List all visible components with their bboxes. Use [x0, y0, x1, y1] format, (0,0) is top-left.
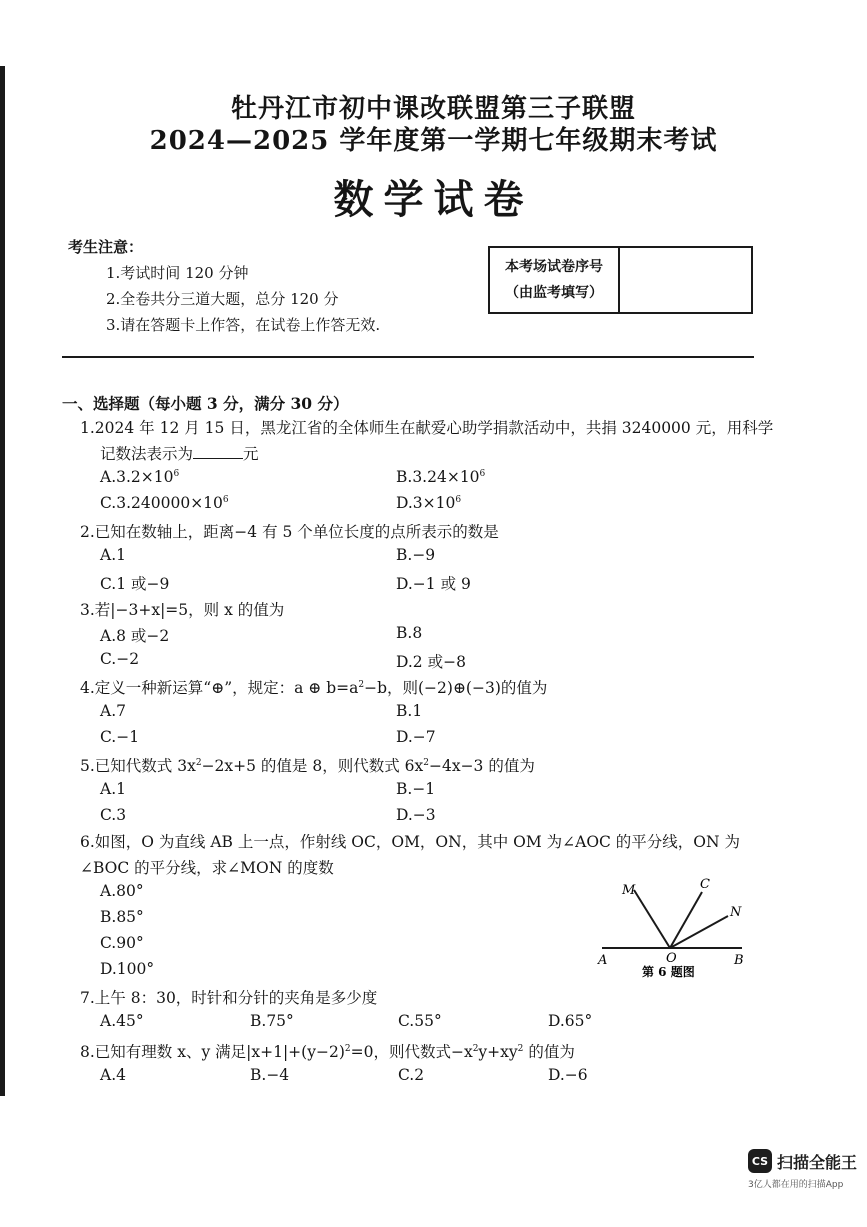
notice-item-2: 2.全卷共分三道大题，总分 120 分: [106, 290, 339, 308]
q8-option-a: A.4: [100, 1066, 126, 1084]
q8-option-b: B.−4: [250, 1066, 290, 1084]
q6-stem-line2: ∠BOC 的平分线，求∠MON 的度数: [80, 859, 334, 877]
q2-stem: 2.已知在数轴上，距离−4 有 5 个单位长度的点所表示的数是: [80, 523, 499, 541]
q4-option-d: D.−7: [396, 728, 436, 746]
q5-option-d: D.−3: [396, 806, 436, 824]
q3-option-a: A.8 或−2: [100, 627, 170, 645]
q1-option-d: $D.3\times 10^6$: [396, 494, 462, 512]
seat-number-label-line1: 本考场试卷序号: [505, 259, 603, 275]
exam-term-title: 2024—2025 学年度第一学期七年级期末考试: [149, 126, 718, 156]
section-1-title: 一、选择题（每小题 3 分，满分 30 分）: [62, 394, 349, 413]
fig-label-c: C: [700, 877, 710, 892]
notice-item-1: 1.考试时间 120 分钟: [106, 264, 249, 282]
q5-option-a: A.1: [100, 780, 126, 798]
seat-number-box: [488, 246, 753, 314]
header-divider: [62, 356, 754, 358]
q2-option-c: C.1 或−9: [100, 575, 170, 593]
q6-angle-figure: [596, 872, 756, 982]
q6-option-b: B.85°: [100, 908, 144, 926]
q8-option-c: C.2: [398, 1066, 425, 1084]
q3-option-b: B.8: [396, 624, 423, 642]
q7-option-c: C.55°: [398, 1012, 442, 1030]
q4-option-c: C.−1: [100, 728, 140, 746]
q6-option-c: C.90°: [100, 934, 144, 952]
q4-stem: 4.定义一种新运算“⊕”，规定：a ⊕ $b=a^2-b$，则(−2)⊕(−3)的值为: [80, 679, 548, 697]
q8-option-d: D.−6: [548, 1066, 588, 1084]
q7-option-b: B.75°: [250, 1012, 294, 1030]
fig-label-n: N: [730, 905, 742, 920]
q1-stem-line1: 1.2024 年 12 月 15 日，黑龙江省的全体师生在献爱心助学捐款活动中，共捐 3240000 元，用科学: [80, 419, 774, 437]
q1-stem-line2: 记数法表示为 元: [100, 445, 259, 463]
scanner-app-name: 扫描全能王: [777, 1152, 858, 1172]
fig-caption: 第 6 题图: [642, 965, 695, 979]
q4-option-a: A.7: [100, 702, 126, 720]
q5-option-c: C.3: [100, 806, 127, 824]
fig-label-m: M: [622, 883, 636, 898]
q8-stem: 8.已知有理数 x、y 满足$|x+1|+(y-2)^2=0$，则代数式$-x^2y+xy^2$ 的值为: [80, 1043, 575, 1061]
q5-stem: 5.已知代数式 $3x^2-2x+5$ 的值是 8，则代数式 $6x^2-4x-3$ 的值为: [80, 757, 535, 775]
q5-option-b: B.−1: [396, 780, 436, 798]
camscanner-logo-icon: CS: [748, 1149, 772, 1173]
q7-option-a: A.45°: [100, 1012, 144, 1030]
q7-stem: 7.上午 8：30，时针和分针的夹角是多少度: [80, 989, 378, 1007]
q4-option-b: B.1: [396, 702, 423, 720]
scanner-watermark: [748, 1149, 857, 1173]
paper-title: 数学试卷: [333, 176, 534, 223]
q3-option-d: D.2 或−8: [396, 653, 466, 671]
fig-label-o: O: [666, 951, 677, 966]
q1-option-a: $A.3.2\times 10^6$: [100, 468, 180, 486]
q6-stem-line1: 6.如图，O 为直线 AB 上一点，作射线 OC，OM，ON，其中 OM 为∠AOC 的平分线，ON 为: [80, 833, 741, 851]
notice-item-3: 3.请在答题卡上作答，在试卷上作答无效.: [106, 316, 381, 334]
q1-answer-blank: [193, 445, 243, 459]
q2-option-d: D.−1 或 9: [396, 575, 471, 593]
seat-number-value: [622, 248, 751, 312]
q7-option-d: D.65°: [548, 1012, 593, 1030]
q6-option-a: A.80°: [100, 882, 144, 900]
exam-union-title: 牡丹江市初中课改联盟第三子联盟: [230, 94, 636, 124]
notice-title: 考生注意：: [68, 238, 144, 256]
seat-number-label-line2: （由监考填写）: [505, 285, 603, 301]
q2-option-b: B.−9: [396, 546, 436, 564]
q3-stem: 3.若|−3+x|=5，则 x 的值为: [80, 601, 285, 619]
q3-option-c: C.−2: [100, 650, 140, 668]
seat-number-label: [490, 248, 620, 312]
q1-option-c: $C.3.240000\times 10^6$: [100, 494, 229, 512]
q1-option-b: $B.3.24\times 10^6$: [396, 468, 486, 486]
q6-option-d: D.100°: [100, 960, 155, 978]
scanner-app-slogan: 3亿人都在用的扫描App: [748, 1180, 844, 1190]
fig-label-a: A: [598, 953, 608, 968]
q2-option-a: A.1: [100, 546, 126, 564]
fig-label-b: B: [734, 953, 744, 968]
ray-om: [634, 890, 670, 948]
